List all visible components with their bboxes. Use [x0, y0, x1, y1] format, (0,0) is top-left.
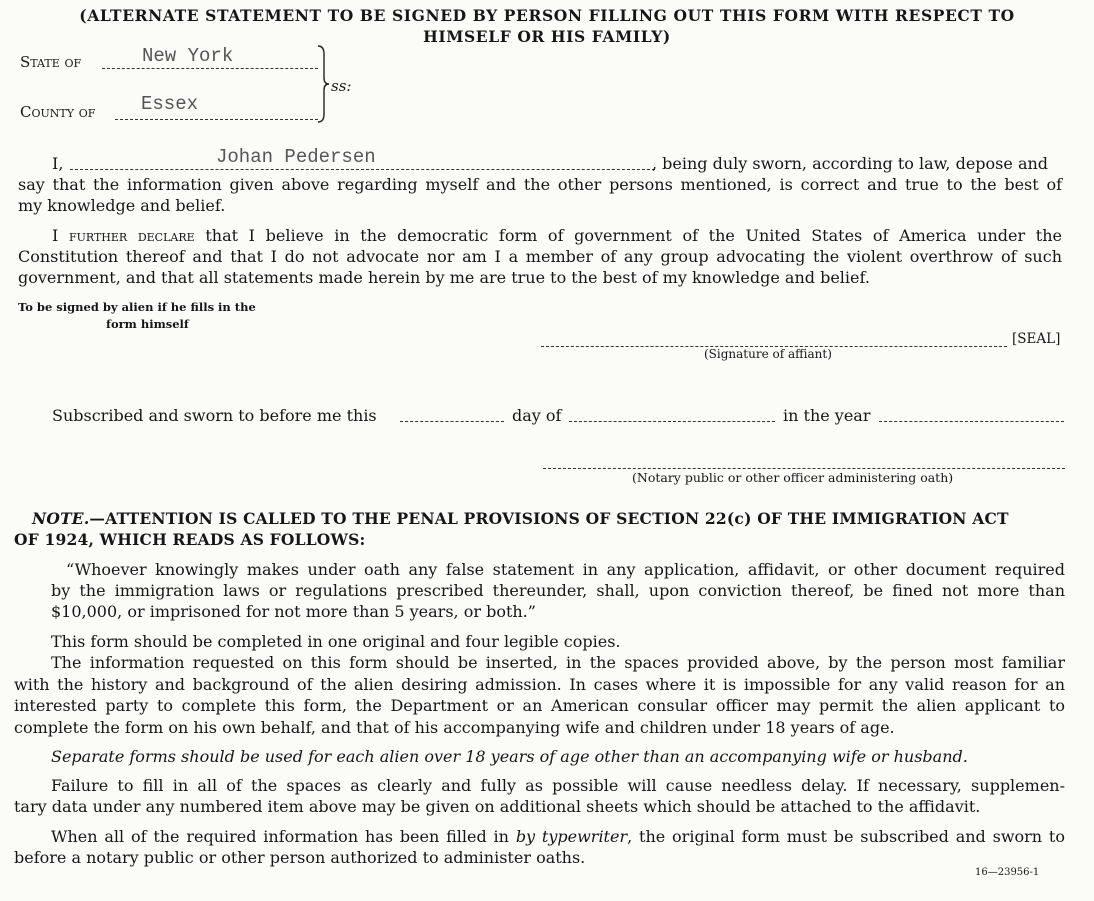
typewriter-em: by typewriter [515, 827, 628, 846]
ss-label: ss: [331, 77, 352, 95]
affidavit-line-3: my knowledge and belief. [18, 196, 226, 215]
failure-line-1: Failure to fill in all of the spaces as clearly and fully as possible will cause needless delay. If necessary, supplemen- [51, 776, 1065, 795]
note-lead: NOTE. [32, 509, 90, 528]
subscribed-year-label: in the year [783, 406, 871, 425]
subscribed-month-line[interactable] [569, 421, 775, 422]
typewriter-suffix: , the original form must be subscribed and sworn to [627, 827, 1065, 846]
notary-caption: (Notary public or other officer administering oath) [632, 470, 954, 485]
header-line-2: HIMSELF OR HIS FAMILY) [423, 27, 671, 46]
typewriter-prefix: When all of the required information has been filled in [51, 827, 516, 846]
copies-instruction: This form should be completed in one original and four legible copies. [51, 632, 621, 651]
header-line-1: (ALTERNATE STATEMENT TO BE SIGNED BY PERSON FILLING OUT THIS FORM WITH RESPECT TO [79, 6, 1015, 25]
state-value: New York [142, 45, 234, 67]
affidavit-i: I, [52, 154, 64, 173]
form-header [0, 5, 1094, 47]
info-line-4: complete the form on his own behalf, and that of his accompanying wife and children under 18 years of age. [14, 718, 895, 737]
quote-line-2: by the immigration laws or regulations prescribed thereunder, shall, upon conviction thereof, be fined not more than [51, 581, 1065, 600]
quote-line-1: “Whoever knowingly makes under oath any false statement in any application, affidavit, or other document required [66, 560, 1065, 579]
typewriter-line-2: before a notary public or other person authorized to administer oaths. [14, 848, 586, 867]
county-value: Essex [141, 93, 199, 115]
declaration-line-2: Constitution thereof and that I do not advocate nor am I a member of any group advocating the violent overthrow of such [18, 247, 1062, 266]
affiant-name-line [70, 169, 655, 170]
subscribed-prefix: Subscribed and sworn to before me this [52, 406, 377, 425]
note-line-1 [32, 509, 1009, 528]
info-line-3: interested party to complete this form, the Department or an American consular officer may permit the alien applicant to [14, 696, 1065, 715]
affidavit-sworn-text: , being duly sworn, according to law, depose and [652, 154, 1049, 173]
notary-signature-line[interactable] [543, 468, 1065, 469]
affiant-name: Johan Pedersen [216, 146, 376, 168]
signature-note-2: form himself [106, 317, 189, 331]
declaration-line-3: government, and that all statements made herein by me are true to the best of my knowledge and belief. [18, 268, 870, 287]
subscribed-year-line[interactable] [879, 421, 1064, 422]
form-number: 16—23956-1 [975, 867, 1040, 878]
declaration-lead: I further declare [52, 226, 195, 245]
note-heading: —ATTENTION IS CALLED TO THE PENAL PROVISIONS OF SECTION 22(c) OF THE IMMIGRATION ACT [89, 509, 1009, 528]
seal-label: [SEAL] [1012, 331, 1061, 347]
state-line [102, 68, 318, 69]
county-line [115, 119, 318, 120]
note-line-2: OF 1924, WHICH READS AS FOLLOWS: [14, 530, 366, 549]
info-line-2: with the history and background of the alien desiring admission. In cases where it is impossible for any valid reason for an [14, 675, 1065, 694]
county-label: County of [20, 103, 96, 121]
separate-forms: Separate forms should be used for each alien over 18 years of age other than an accompanying wife or husband. [51, 747, 968, 766]
quote-line-3: $10,000, or imprisoned for not more than 5 years, or both.” [51, 602, 536, 621]
failure-line-2: tary data under any numbered item above may be given on additional sheets which should be attached to the affidavit. [14, 797, 981, 816]
affidavit-line-2: say that the information given above regarding myself and the other persons mentioned, is correct and true to the best of [18, 175, 1062, 194]
declaration-line-1 [52, 225, 1062, 246]
declaration-text-1: that I believe in the democratic form of government of the United States of America under the [205, 226, 1062, 245]
state-label: State of [20, 53, 82, 71]
signature-note-1: To be signed by alien if he fills in the [18, 300, 256, 314]
typewriter-line-1 [51, 826, 1065, 847]
subscribed-day-line[interactable] [400, 421, 504, 422]
subscribed-day-label: day of [512, 406, 562, 425]
signature-caption: (Signature of affiant) [704, 347, 832, 361]
info-line-1: The information requested on this form should be inserted, in the spaces provided above, by the person most familiar [51, 653, 1065, 672]
